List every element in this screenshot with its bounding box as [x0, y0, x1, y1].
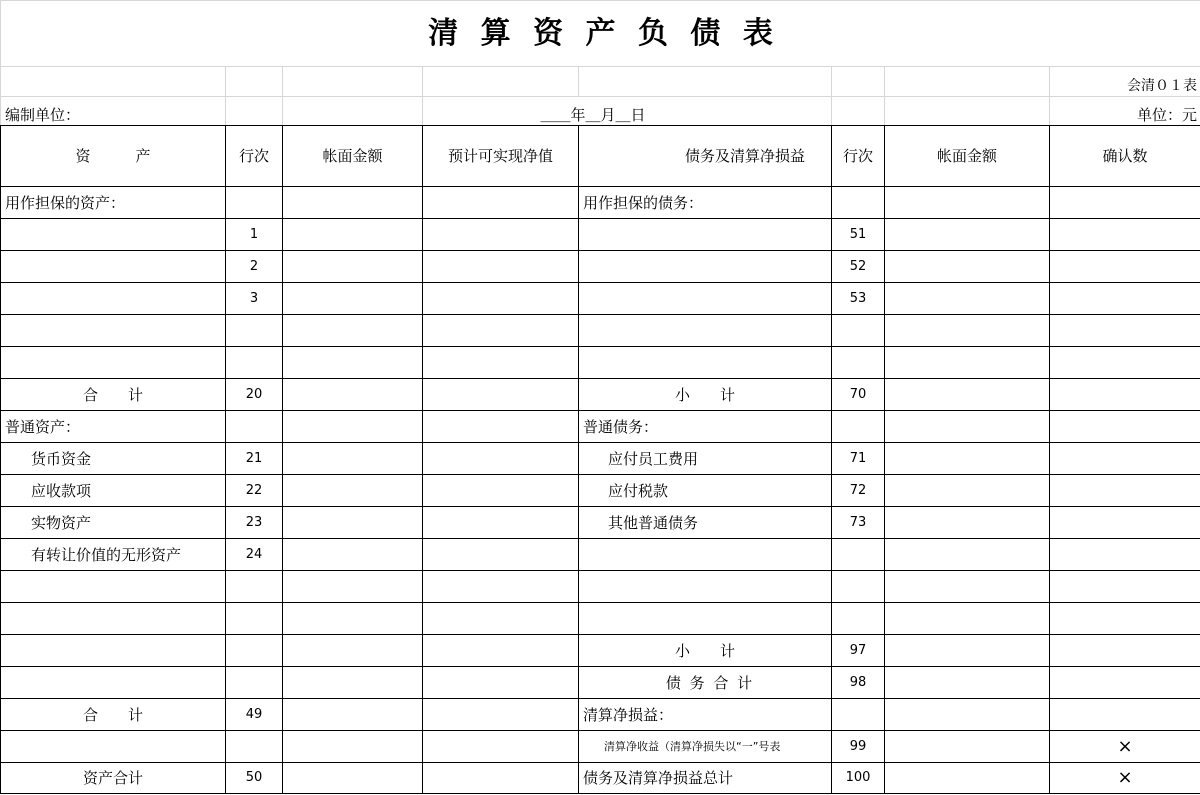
- liability-label: [579, 315, 832, 347]
- meta-row: [1, 97, 1200, 126]
- table-row: [1, 443, 1200, 475]
- asset-net-realizable-cell[interactable]: [423, 315, 579, 347]
- confirmed-amount-cell[interactable]: [1050, 219, 1200, 251]
- liability-line-no: [832, 699, 885, 731]
- confirmed-amount-cell[interactable]: [1050, 411, 1200, 443]
- liability-line-no: 73: [832, 507, 885, 539]
- asset-label: 用作担保的资产：: [1, 187, 226, 219]
- table-row: [1, 731, 1200, 763]
- liability-label: 债 务 合 计: [579, 667, 832, 699]
- liability-label: [579, 571, 832, 603]
- confirmed-amount-cell[interactable]: ×: [1050, 731, 1200, 763]
- blank-cell: [423, 67, 579, 97]
- table-row: [1, 571, 1200, 603]
- liability-line-no: [832, 571, 885, 603]
- asset-book-amount-cell[interactable]: [283, 699, 423, 731]
- liability-label: 其他普通债务: [579, 507, 832, 539]
- table-row: [1, 219, 1200, 251]
- asset-net-realizable-cell[interactable]: [423, 635, 579, 667]
- asset-line-no: 50: [226, 763, 283, 794]
- liability-book-amount-cell[interactable]: [885, 315, 1050, 347]
- liability-line-no: 100: [832, 763, 885, 794]
- asset-book-amount-cell[interactable]: [283, 443, 423, 475]
- liability-line-no: [832, 347, 885, 379]
- confirmed-amount-cell[interactable]: [1050, 571, 1200, 603]
- liability-book-amount-cell[interactable]: [885, 571, 1050, 603]
- asset-net-realizable-cell[interactable]: [423, 251, 579, 283]
- confirmed-amount-cell[interactable]: [1050, 539, 1200, 571]
- asset-label: [1, 347, 226, 379]
- liability-book-amount-cell[interactable]: [885, 187, 1050, 219]
- asset-book-amount-cell[interactable]: [283, 283, 423, 315]
- liability-line-no: 71: [832, 443, 885, 475]
- liability-book-amount-cell[interactable]: [885, 219, 1050, 251]
- liability-label: [579, 603, 832, 635]
- report-date: ＿＿年＿月＿日: [423, 97, 832, 126]
- asset-label: [1, 667, 226, 699]
- asset-book-amount-cell[interactable]: [283, 539, 423, 571]
- asset-book-amount-cell[interactable]: [283, 411, 423, 443]
- liability-label: [579, 251, 832, 283]
- asset-line-no: [226, 667, 283, 699]
- asset-net-realizable-cell[interactable]: [423, 411, 579, 443]
- col-header-liability-book-amount: 帐面金额: [885, 126, 1050, 187]
- asset-book-amount-cell[interactable]: [283, 731, 423, 763]
- table-row: [1, 315, 1200, 347]
- column-header-row: [1, 126, 1200, 187]
- asset-line-no: 1: [226, 219, 283, 251]
- liability-book-amount-cell[interactable]: [885, 411, 1050, 443]
- table-row: [1, 347, 1200, 379]
- asset-label: 合 计: [1, 699, 226, 731]
- asset-book-amount-cell[interactable]: [283, 475, 423, 507]
- confirmed-amount-cell[interactable]: [1050, 475, 1200, 507]
- liability-line-no: 52: [832, 251, 885, 283]
- blank-cell: [226, 97, 283, 126]
- asset-line-no: 3: [226, 283, 283, 315]
- liability-book-amount-cell[interactable]: [885, 763, 1050, 794]
- confirmed-amount-cell[interactable]: [1050, 603, 1200, 635]
- asset-label: 实物资产: [1, 507, 226, 539]
- confirmed-amount-cell[interactable]: [1050, 283, 1200, 315]
- col-header-assets: 资 产: [1, 126, 226, 187]
- asset-net-realizable-cell[interactable]: [423, 219, 579, 251]
- asset-book-amount-cell[interactable]: [283, 219, 423, 251]
- asset-label: 有转让价值的无形资产: [1, 539, 226, 571]
- liability-label: 应付员工费用: [579, 443, 832, 475]
- col-header-asset-line-no: 行次: [226, 126, 283, 187]
- liability-book-amount-cell[interactable]: [885, 699, 1050, 731]
- unit-label: 单位：元: [1050, 97, 1200, 126]
- confirmed-amount-cell[interactable]: [1050, 699, 1200, 731]
- asset-line-no: [226, 347, 283, 379]
- liability-line-no: 97: [832, 635, 885, 667]
- liability-label: 用作担保的债务：: [579, 187, 832, 219]
- asset-net-realizable-cell[interactable]: [423, 187, 579, 219]
- asset-net-realizable-cell[interactable]: [423, 731, 579, 763]
- asset-line-no: 23: [226, 507, 283, 539]
- asset-net-realizable-cell[interactable]: [423, 347, 579, 379]
- liability-label: 清算净收益（清算净损失以“一”号表: [579, 731, 832, 763]
- asset-line-no: 49: [226, 699, 283, 731]
- col-header-liabilities: 债务及清算净损益: [579, 126, 832, 187]
- asset-net-realizable-cell[interactable]: [423, 763, 579, 794]
- asset-line-no: [226, 635, 283, 667]
- liability-line-no: [832, 539, 885, 571]
- asset-net-realizable-cell[interactable]: [423, 539, 579, 571]
- asset-net-realizable-cell[interactable]: [423, 443, 579, 475]
- table-row: [1, 411, 1200, 443]
- form-code: 会清０１表: [1050, 67, 1200, 97]
- confirmed-amount-cell[interactable]: [1050, 507, 1200, 539]
- asset-net-realizable-cell[interactable]: [423, 507, 579, 539]
- confirmed-amount-cell[interactable]: [1050, 635, 1200, 667]
- asset-net-realizable-cell[interactable]: [423, 603, 579, 635]
- liability-line-no: 98: [832, 667, 885, 699]
- asset-net-realizable-cell[interactable]: [423, 379, 579, 411]
- liability-line-no: [832, 315, 885, 347]
- blank-cell: [226, 67, 283, 97]
- asset-book-amount-cell[interactable]: [283, 667, 423, 699]
- asset-net-realizable-cell[interactable]: [423, 699, 579, 731]
- asset-book-amount-cell[interactable]: [283, 603, 423, 635]
- liability-label: 清算净损益：: [579, 699, 832, 731]
- blank-cell: [832, 67, 885, 97]
- confirmed-amount-cell[interactable]: [1050, 251, 1200, 283]
- blank-cell: [579, 67, 832, 97]
- asset-book-amount-cell[interactable]: [283, 507, 423, 539]
- blank-cell: [283, 97, 423, 126]
- liability-book-amount-cell[interactable]: [885, 283, 1050, 315]
- form-code-row: [1, 67, 1200, 97]
- asset-book-amount-cell[interactable]: [283, 187, 423, 219]
- blank-cell: [885, 67, 1050, 97]
- liability-line-no: 53: [832, 283, 885, 315]
- asset-line-no: [226, 411, 283, 443]
- asset-label: [1, 283, 226, 315]
- table-row: [1, 283, 1200, 315]
- asset-net-realizable-cell[interactable]: [423, 571, 579, 603]
- asset-label: [1, 603, 226, 635]
- table-row: [1, 763, 1200, 794]
- table-row: [1, 251, 1200, 283]
- liability-book-amount-cell[interactable]: [885, 539, 1050, 571]
- table-row: [1, 635, 1200, 667]
- confirmed-amount-cell[interactable]: [1050, 379, 1200, 411]
- liability-book-amount-cell[interactable]: [885, 731, 1050, 763]
- liability-book-amount-cell[interactable]: [885, 635, 1050, 667]
- asset-label: [1, 219, 226, 251]
- asset-line-no: 2: [226, 251, 283, 283]
- table-row: [1, 379, 1200, 411]
- table-row: [1, 475, 1200, 507]
- confirmed-amount-cell[interactable]: ×: [1050, 763, 1200, 794]
- blank-cell: [832, 97, 885, 126]
- liability-label: [579, 539, 832, 571]
- asset-line-no: [226, 571, 283, 603]
- asset-label: [1, 571, 226, 603]
- liability-book-amount-cell[interactable]: [885, 475, 1050, 507]
- blank-cell: [885, 97, 1050, 126]
- liability-book-amount-cell[interactable]: [885, 347, 1050, 379]
- liability-book-amount-cell[interactable]: [885, 603, 1050, 635]
- asset-line-no: [226, 187, 283, 219]
- asset-label: [1, 251, 226, 283]
- asset-book-amount-cell[interactable]: [283, 379, 423, 411]
- table-row: [1, 507, 1200, 539]
- asset-line-no: 21: [226, 443, 283, 475]
- asset-label: 合 计: [1, 379, 226, 411]
- liability-label: [579, 347, 832, 379]
- asset-label: 普通资产：: [1, 411, 226, 443]
- liability-line-no: 99: [832, 731, 885, 763]
- asset-label: 应收款项: [1, 475, 226, 507]
- liability-line-no: [832, 411, 885, 443]
- confirmed-amount-cell[interactable]: [1050, 187, 1200, 219]
- table-row: [1, 603, 1200, 635]
- asset-book-amount-cell[interactable]: [283, 571, 423, 603]
- col-header-confirmed-amount: 确认数: [1050, 126, 1200, 187]
- blank-cell: [1, 67, 226, 97]
- asset-label: [1, 731, 226, 763]
- asset-line-no: 24: [226, 539, 283, 571]
- liability-label: [579, 219, 832, 251]
- liability-label: 应付税款: [579, 475, 832, 507]
- table-row: [1, 667, 1200, 699]
- confirmed-amount-cell[interactable]: [1050, 667, 1200, 699]
- confirmed-amount-cell[interactable]: [1050, 347, 1200, 379]
- liability-line-no: [832, 603, 885, 635]
- liability-label: 小 计: [579, 379, 832, 411]
- asset-net-realizable-cell[interactable]: [423, 475, 579, 507]
- asset-book-amount-cell[interactable]: [283, 347, 423, 379]
- liability-line-no: 70: [832, 379, 885, 411]
- col-header-asset-book-amount: 帐面金额: [283, 126, 423, 187]
- liability-book-amount-cell[interactable]: [885, 379, 1050, 411]
- asset-net-realizable-cell[interactable]: [423, 667, 579, 699]
- asset-book-amount-cell[interactable]: [283, 763, 423, 794]
- asset-line-no: [226, 603, 283, 635]
- liability-line-no: 72: [832, 475, 885, 507]
- confirmed-amount-cell[interactable]: [1050, 443, 1200, 475]
- asset-label: [1, 315, 226, 347]
- liability-line-no: 51: [832, 219, 885, 251]
- col-header-net-realizable-value: 预计可实现净值: [423, 126, 579, 187]
- liability-label: 普通债务：: [579, 411, 832, 443]
- liability-line-no: [832, 187, 885, 219]
- col-header-liability-line-no: 行次: [832, 126, 885, 187]
- table-row: [1, 699, 1200, 731]
- asset-line-no: 22: [226, 475, 283, 507]
- blank-cell: [283, 67, 423, 97]
- liability-book-amount-cell[interactable]: [885, 443, 1050, 475]
- table-row: [1, 539, 1200, 571]
- asset-label: [1, 635, 226, 667]
- asset-book-amount-cell[interactable]: [283, 635, 423, 667]
- asset-book-amount-cell[interactable]: [283, 251, 423, 283]
- liability-label: 债务及清算净损益总计: [579, 763, 832, 794]
- confirmed-amount-cell[interactable]: [1050, 315, 1200, 347]
- liability-label: [579, 283, 832, 315]
- liability-book-amount-cell[interactable]: [885, 251, 1050, 283]
- asset-line-no: [226, 731, 283, 763]
- preparer-label: 编制单位：: [1, 97, 226, 126]
- sheet-title: 清 算 资 产 负 债 表: [1, 1, 1200, 67]
- liability-book-amount-cell[interactable]: [885, 507, 1050, 539]
- asset-line-no: 20: [226, 379, 283, 411]
- asset-label: 资产合计: [1, 763, 226, 794]
- asset-book-amount-cell[interactable]: [283, 315, 423, 347]
- liability-label: 小 计: [579, 635, 832, 667]
- table-row: [1, 187, 1200, 219]
- asset-net-realizable-cell[interactable]: [423, 283, 579, 315]
- asset-label: 货币资金: [1, 443, 226, 475]
- asset-line-no: [226, 315, 283, 347]
- title-row: [1, 1, 1200, 67]
- liability-book-amount-cell[interactable]: [885, 667, 1050, 699]
